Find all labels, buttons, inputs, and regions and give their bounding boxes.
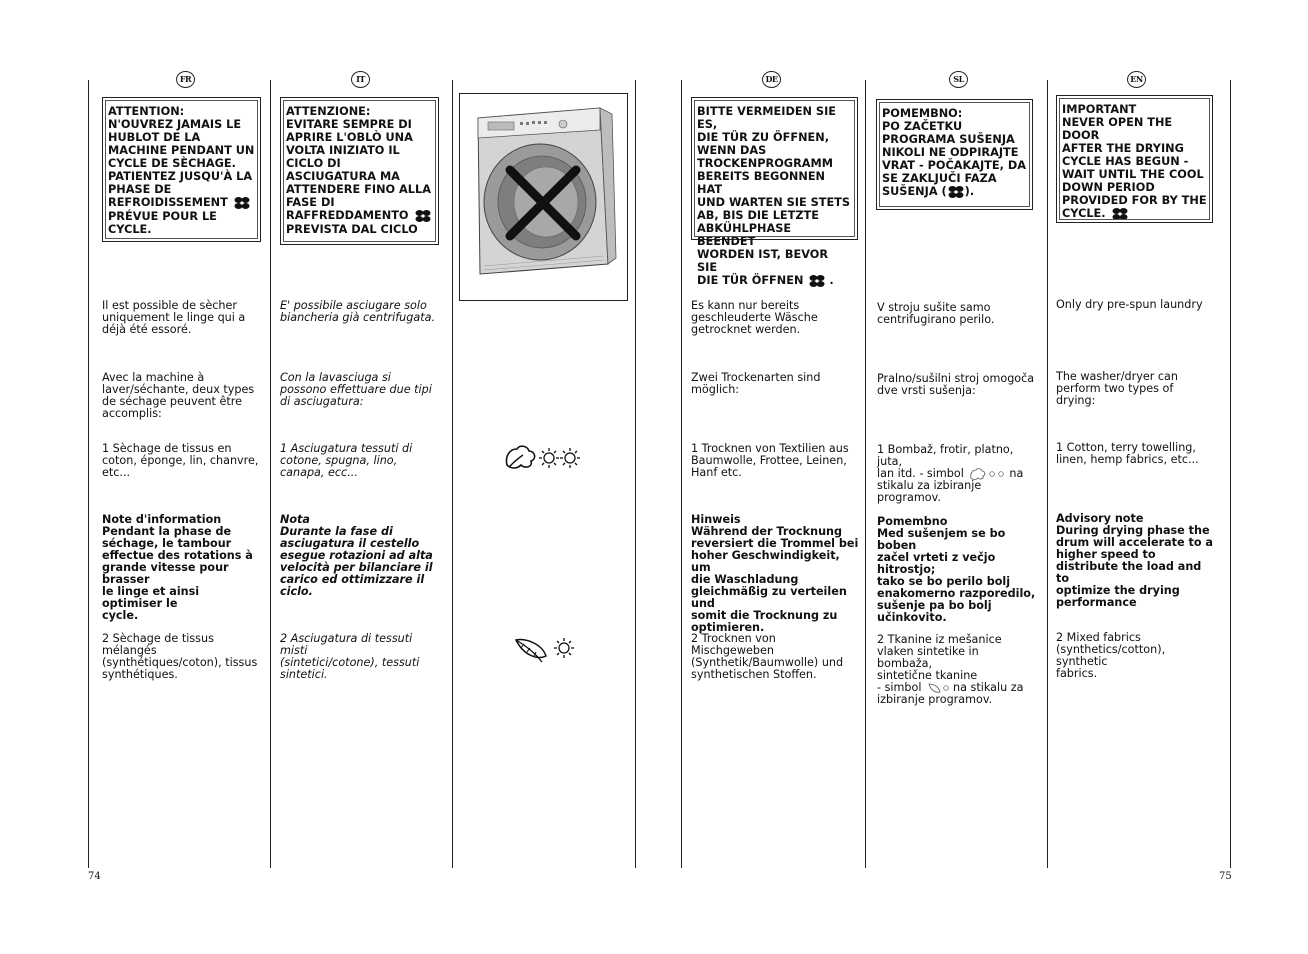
fr-paragraph-3: 1 Sèchage de tissus en coton, éponge, lin, chanvre, etc... [102,442,259,479]
washing-machine-illustration [459,93,628,301]
fr-paragraph-1: Il est possible de sècher uniquement le linge qui a déjà été essoré. [102,299,246,336]
en-paragraph-3: 1 Cotton, terry towelling, linen, hemp fabrics, etc... [1056,441,1199,466]
fan-icon [948,185,964,199]
de-paragraph-3: 1 Trocknen von Textilien aus Baumwolle, Frottee, Leinen, Hanf etc. [691,442,849,479]
warning-line: HUBLOT DE LA [108,131,201,144]
column-rule [270,80,271,868]
fan-icon [809,274,825,288]
fan-icon [234,196,250,210]
it-paragraph-2: Con la lavasciuga si possono effettuare due tipi di asciugatura: [280,371,432,408]
washing-machine-crossed-illustration [460,94,627,300]
sl-paragraph-2: Pralno/sušilni stroj omogoča dve vrsti sušenja: [877,372,1035,397]
sl-paragraph-5: 2 Tkanine iz mešanice vlaken sintetike in bombaža, sintetične tkanine - simbol na stikalu za izbiranje programov. [877,633,1024,706]
warning-line: MACHINE PENDANT UN [108,144,255,157]
sl-paragraph-3: 1 Bombaž, frotir, platno, juta, lan itd. - simbol na stikalu za izbiranje programov. [877,443,1024,504]
cotton-dry-icon [503,443,581,471]
language-badge-fr: FR [176,71,195,88]
warning-box-en: IMPORTANT NEVER OPEN THE DOOR AFTER THE DRYING CYCLE HAS BEGUN - WAIT UNTIL THE COOL DOWN PERIOD PROVIDED FOR BY THE CYCLE. [1056,95,1213,223]
it-paragraph-1: E' possibile asciugare solo biancheria già centrifugata. [280,299,436,324]
warning-line: CYCLE DE SÈCHAGE. [108,157,236,170]
column-rule [452,80,453,868]
column-rule [1047,80,1048,868]
sl-note: Pomembno Med sušenjem se bo boben začel vrteti z večjo hitrostjo; tako se bo perilo bolj enakomerno razporedilo, sušenje pa bo bolj učinkovito. [877,515,1036,624]
column-rule [635,80,636,868]
language-badge-it: IT [351,71,370,88]
warning-line: ATTENTION: [108,105,185,118]
language-badge-de: DE [762,71,781,88]
warning-line: PATIENTEZ JUSQU'À LA [108,170,253,183]
warning-line: REFROIDISSEMENT [108,196,255,210]
column-rule [681,80,682,868]
en-paragraph-1: Only dry pre-spun laundry [1056,298,1203,311]
de-paragraph-1: Es kann nur bereits geschleuderte Wäsche getrocknet werden. [691,299,818,336]
de-paragraph-2: Zwei Trockenarten sind möglich: [691,371,821,396]
warning-line: PHASE DE [108,183,172,196]
column-rule [865,80,866,868]
warning-box-de: BITTE VERMEIDEN SIE ES, DIE TÜR ZU ÖFFNEN, WENN DAS TROCKENPROGRAMM BEREITS BEGONNEN HAT UND WARTEN SIE STETS AB, BIS DIE LETZTE ABKÜHLPHASE BEENDET WORDEN IST, BEVOR SIE DIE TÜR ÖFFNEN . [691,97,858,240]
warning-line: N'OUVREZ JAMAIS LE [108,118,242,131]
de-note: Hinweis Während der Trocknung reversiert die Trommel bei hoher Geschwindigkeit, um die Waschladung gleichmäßig zu verteilen und somit die Trocknung zu optimieren. [691,513,859,634]
de-paragraph-5: 2 Trocknen von Mischgeweben (Synthetik/Baumwolle) und synthetischen Stoffen. [691,632,844,681]
fr-paragraph-5: 2 Sèchage de tissus mélangés (synthétiques/coton), tissus synthétiques. [102,632,258,681]
column-rule [88,80,89,868]
sl-paragraph-1: V stroju sušite samo centrifugirano perilo. [877,301,995,326]
fan-icon [415,209,431,223]
fr-note: Note d'information Pendant la phase de séchage, le tambour effectue des rotations à grande vitesse pour brasser le linge et ainsi optimiser le cycle. [102,513,253,622]
column-rule [1230,80,1231,868]
page-number-left: 74 [88,871,101,882]
language-badge-sl: SL [949,71,968,88]
page-number-right: 75 [1219,871,1232,882]
warning-box-it: ATTENZIONE: EVITARE SEMPRE DI APRIRE L'OBLÒ UNA VOLTA INIZIATO IL CICLO DI ASCIUGATURA MA ATTENDERE FINO ALLA FASE DI RAFFREDDAMENTO PREVISTA DAL CICLO [280,97,439,245]
en-note: Advisory note During drying phase the drum will accelerate to a higher speed to distribute the load and to optimize the drying performance [1056,512,1213,609]
synthetic-dry-icon [512,634,578,664]
warning-box-sl: POMEMBNO: PO ZAČETKU PROGRAMA SUŠENJA NIKOLI NE ODPIRAJTE VRAT - POČAKAJTE, DA SE ZAKLJUČI FAZA SUŠENJA ( ). [876,99,1033,210]
language-badge-en: EN [1127,71,1146,88]
warning-line: PRÉVUE POUR LE [108,210,217,223]
it-paragraph-5: 2 Asciugatura di tessuti misti (sintetici/cotone), tessuti sintetici. [280,632,420,681]
warning-line: CYCLE. [108,223,152,236]
en-paragraph-2: The washer/dryer can perform two types of drying: [1056,370,1178,407]
it-paragraph-3: 1 Asciugatura tessuti di cotone, spugna, lino, canapa, ecc... [280,442,413,479]
fr-paragraph-2: Avec la machine à laver/séchante, deux types de séchage peuvent être accomplis: [102,371,255,420]
warning-box-fr [102,97,261,242]
en-paragraph-5: 2 Mixed fabrics (synthetics/cotton), synthetic fabrics. [1056,631,1166,680]
fan-icon [1112,207,1128,221]
it-note: Nota Durante la fase di asciugatura il cestello esegue rotazioni ad alta velocità per bilanciare il carico ed ottimizzare il ciclo. [280,513,433,598]
